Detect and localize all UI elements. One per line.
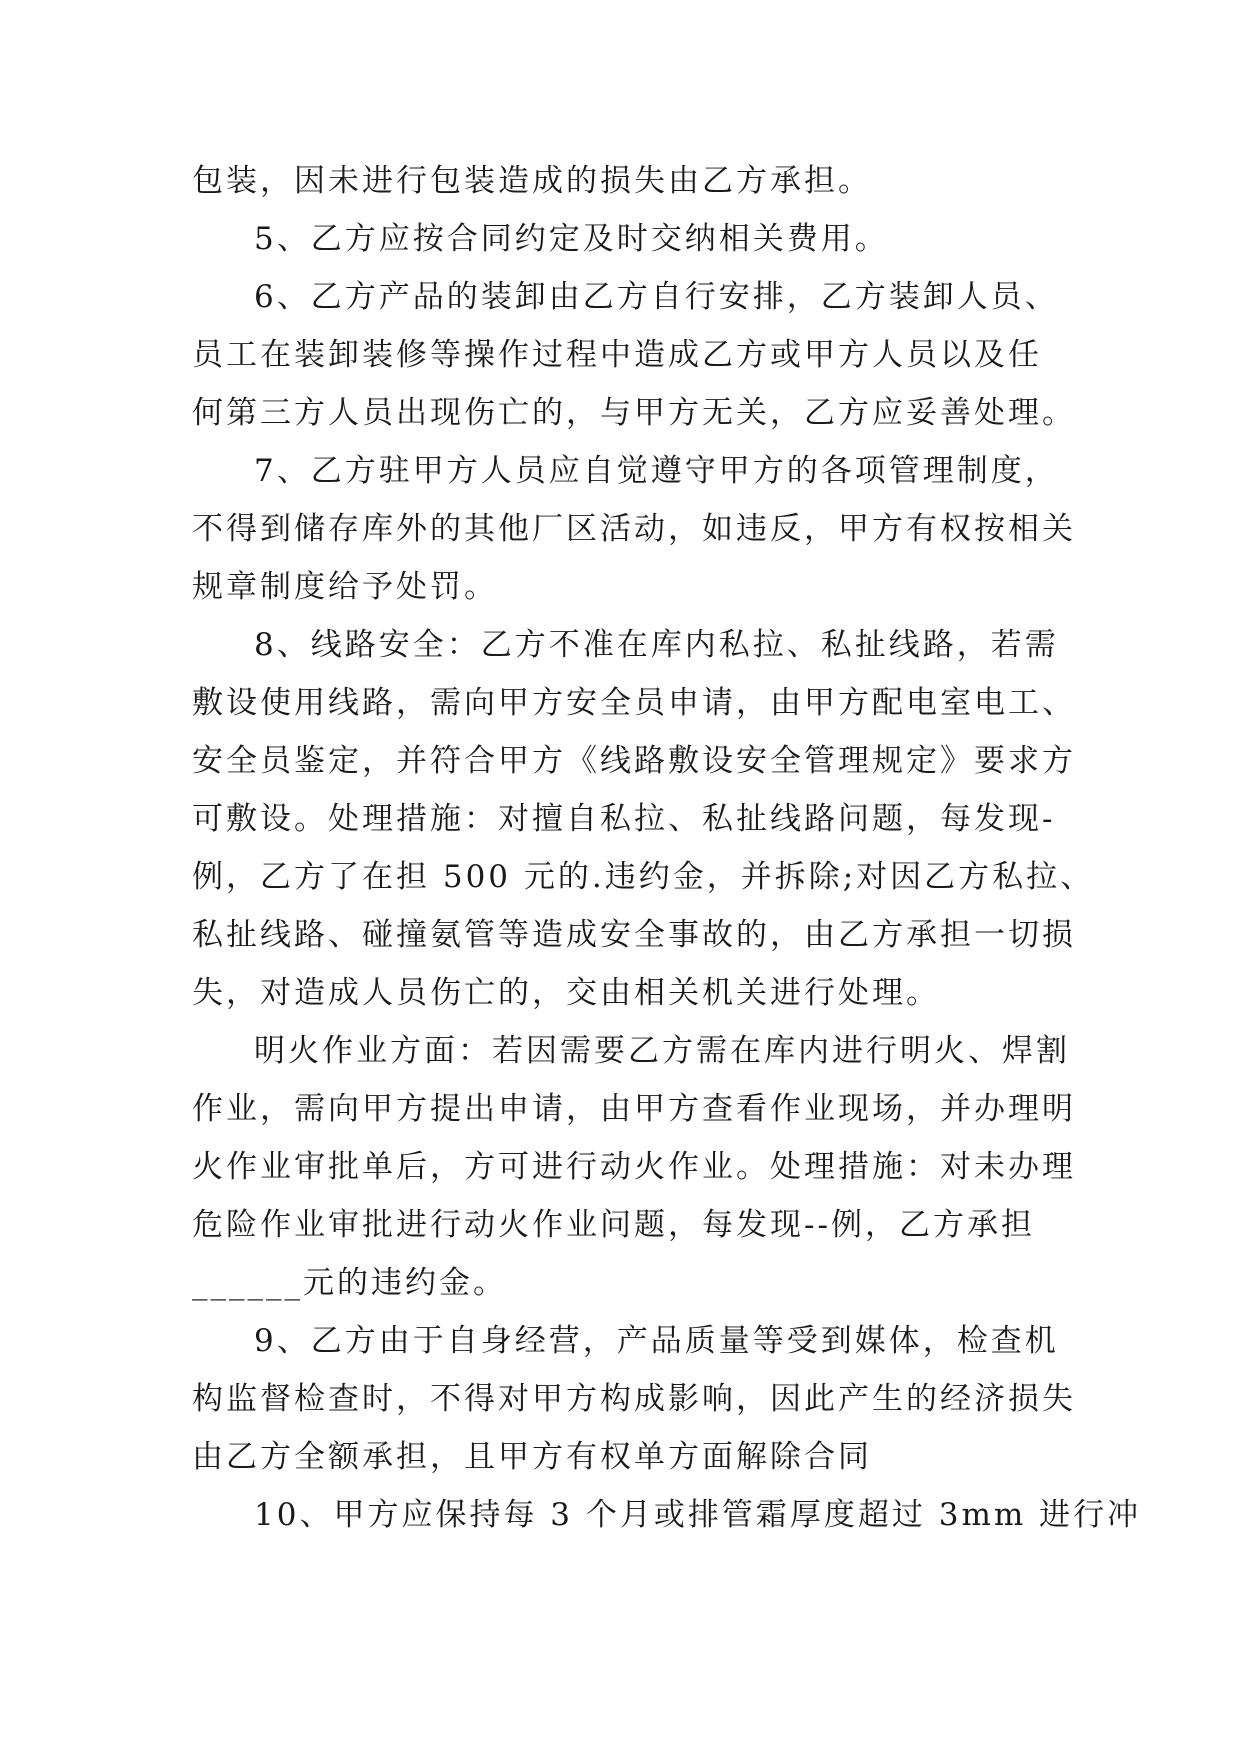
text-line: 安全员鉴定，并符合甲方《线路敷设安全管理规定》要求方 [192, 743, 1076, 779]
text-line: 危险作业审批进行动火作业问题，每发现--例，乙方承担 [192, 1207, 1035, 1243]
text-line: 9、乙方由于自身经营，产品质量等受到媒体，检查机 [254, 1323, 1059, 1359]
text-line: 作业，需向甲方提出申请，由甲方查看作业现场，并办理明 [192, 1091, 1076, 1127]
text-line: ______元的违约金。 [192, 1265, 507, 1301]
text-line: 10、甲方应保持每 3 个月或排管霜厚度超过 3mm 进行冲 [254, 1497, 1142, 1533]
text-line: 可敷设。处理措施：对擅自私拉、私扯线路问题，每发现- [192, 801, 1056, 837]
text-line: 5、乙方应按合同约定及时交纳相关费用。 [254, 221, 889, 257]
text-line: 6、乙方产品的装卸由乙方自行安排，乙方装卸人员、 [254, 279, 1059, 315]
text-line: 何第三方人员出现伤亡的，与甲方无关，乙方应妥善处理。 [192, 395, 1076, 431]
text-line: 失，对造成人员伤亡的，交由相关机关进行处理。 [192, 975, 940, 1011]
text-line: 8、线路安全：乙方不准在库内私拉、私扯线路，若需 [254, 627, 1059, 663]
text-line: 不得到储存库外的其他厂区活动，如违反，甲方有权按相关 [192, 511, 1076, 547]
text-line: 明火作业方面：若因需要乙方需在库内进行明火、焊割 [254, 1033, 1070, 1069]
text-line: 敷设使用线路，需向甲方安全员申请，由甲方配电室电工、 [192, 685, 1076, 721]
text-line: 构监督检查时，不得对甲方构成影响，因此产生的经济损失 [192, 1381, 1076, 1417]
text-line: 例，乙方了在担 500 元的.违约金，并拆除;对因乙方私拉、 [192, 859, 1095, 895]
text-line: 火作业审批单后，方可进行动火作业。处理措施：对未办理 [192, 1149, 1076, 1185]
text-line: 由乙方全额承担，且甲方有权单方面解除合同 [192, 1439, 872, 1475]
text-line: 7、乙方驻甲方人员应自觉遵守甲方的各项管理制度， [254, 453, 1059, 489]
document-body [192, 152, 1142, 1544]
text-line: 包装，因未进行包装造成的损失由乙方承担。 [192, 163, 872, 199]
text-line: 规章制度给予处罚。 [192, 569, 498, 605]
text-line: 员工在装卸装修等操作过程中造成乙方或甲方人员以及任 [192, 337, 1042, 373]
text-line: 私扯线路、碰撞氨管等造成安全事故的，由乙方承担一切损 [192, 917, 1076, 953]
